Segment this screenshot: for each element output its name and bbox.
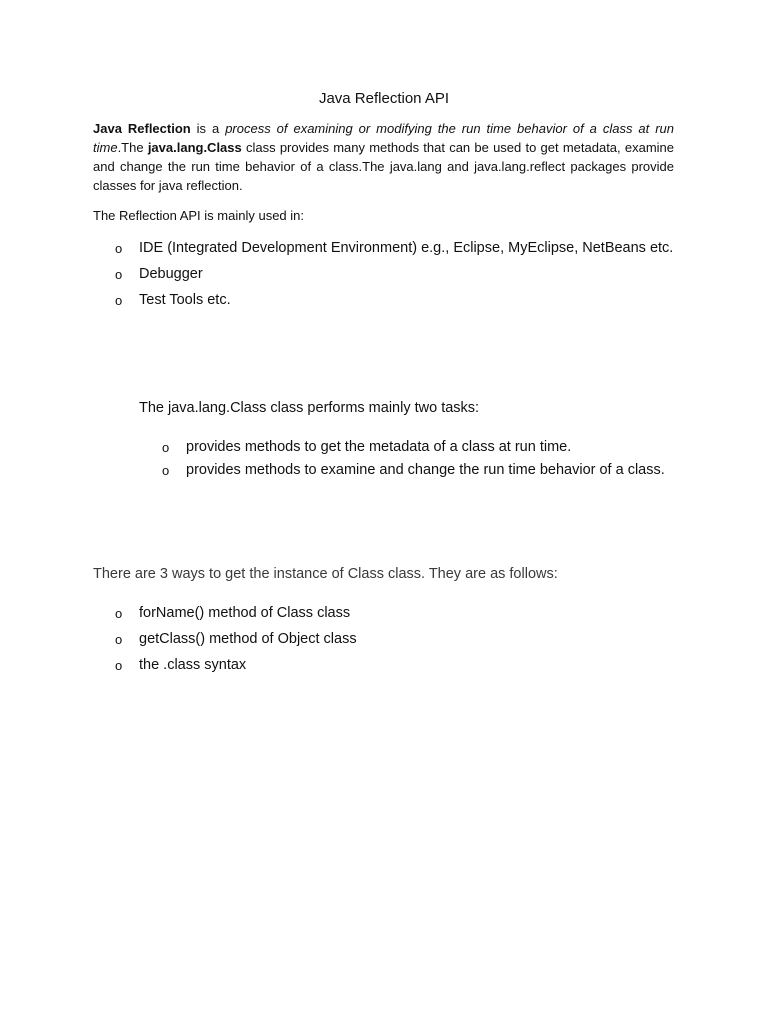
- list-item-text: the .class syntax: [139, 657, 247, 673]
- bullet-icon: o: [115, 606, 123, 621]
- intro-rest: class provides many methods that can be used to get metadata, examine and change the run time behavior of a class.The java.lang and java.lang.reflect packages provide classes for java reflection.: [93, 140, 675, 193]
- intro-paragraph: [93, 119, 674, 195]
- list-item: [115, 289, 674, 312]
- bullet-icon: o: [115, 241, 123, 256]
- used-in-list: [115, 237, 674, 315]
- list-item: [162, 436, 674, 459]
- list-item: [162, 459, 674, 482]
- intro-definition: process of examining or modifying the run time behavior of a class at run time: [93, 121, 674, 155]
- list-item-text: forName() method of Class class: [139, 605, 351, 621]
- intro-term: Java Reflection: [93, 121, 191, 136]
- intro-is-a: is a: [190, 121, 226, 136]
- bullet-icon: o: [115, 293, 123, 308]
- list-item: [115, 654, 674, 677]
- intro-class-name: java.lang.Class: [147, 140, 242, 155]
- tasks-list: [162, 436, 674, 482]
- list-item-text: Test Tools etc.: [139, 292, 231, 308]
- list-item-text: provides methods to examine and change the run time behavior of a class.: [186, 462, 665, 478]
- list-item-text: provides methods to get the metadata of a class at run time.: [186, 439, 572, 455]
- list-item-text: IDE (Integrated Development Environment) e.g., Eclipse, MyEclipse, NetBeans etc.: [139, 240, 674, 256]
- list-item: [115, 628, 674, 651]
- bullet-icon: o: [115, 267, 123, 282]
- list-item-text: Debugger: [139, 266, 203, 282]
- tasks-intro: The java.lang.Class class performs mainly two tasks:: [139, 400, 480, 416]
- list-item: [115, 602, 674, 625]
- list-item-text: getClass() method of Object class: [139, 631, 357, 647]
- bullet-icon: o: [162, 463, 170, 478]
- bullet-icon: o: [115, 632, 123, 647]
- list-item: [115, 263, 674, 286]
- list-item: [115, 237, 674, 260]
- used-in-label: The Reflection API is mainly used in:: [93, 208, 304, 223]
- bullet-icon: o: [115, 658, 123, 673]
- document-title: Java Reflection API: [318, 90, 450, 107]
- bullet-icon: o: [162, 440, 170, 455]
- intro-the: .The: [117, 140, 148, 155]
- ways-list: [115, 602, 674, 680]
- ways-intro: There are 3 ways to get the instance of Class class. They are as follows:: [93, 566, 558, 582]
